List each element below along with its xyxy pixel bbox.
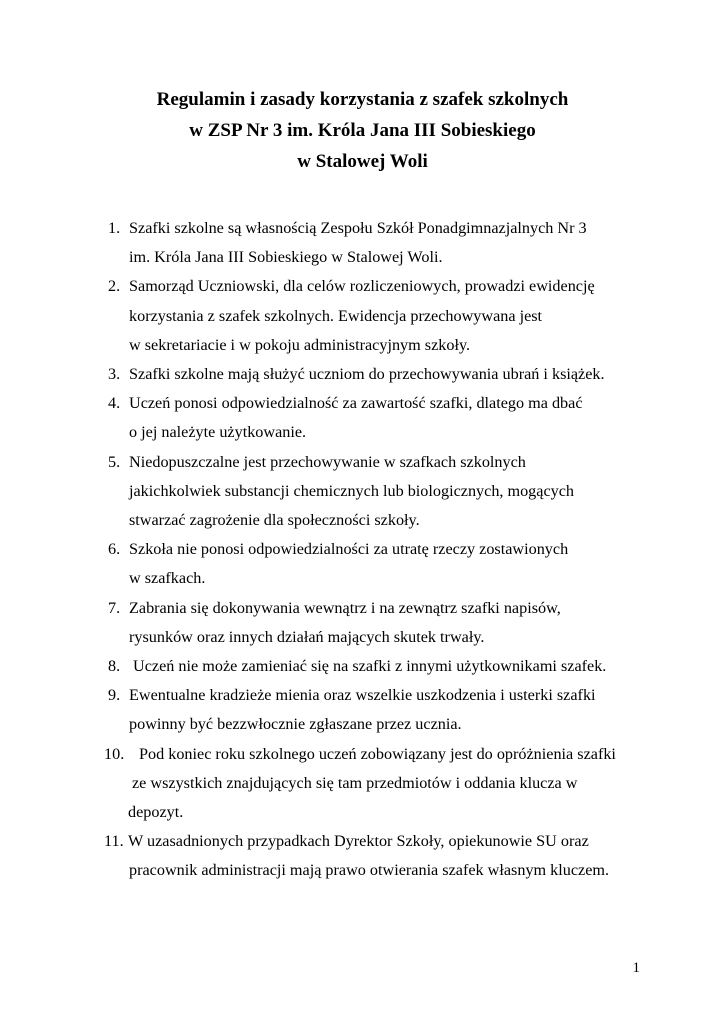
rule-line: rysunków oraz innych działań mających skutek trwały. xyxy=(129,627,485,646)
rule-line: Uczeń nie może zamieniać się na szafki z innymi użytkownikami szafek. xyxy=(129,657,607,676)
rule-line: stwarzać zagrożenie dla społeczności szkoły. xyxy=(129,511,420,530)
rule-item-6 xyxy=(0,535,725,593)
rule-number: 5. xyxy=(108,452,121,471)
rule-number: 7. xyxy=(108,598,121,617)
rules-list xyxy=(0,214,725,886)
rule-item-9 xyxy=(0,681,725,739)
rule-line: im. Króla Jana III Sobieskiego w Stalowej Woli. xyxy=(129,248,443,267)
rule-item-5 xyxy=(0,448,725,536)
rule-line: korzystania z szafek szkolnych. Ewidencja przechowywana jest xyxy=(129,306,543,325)
rule-line: Szafki szkolne mają służyć uczniom do przechowywania ubrań i książek. xyxy=(129,365,605,384)
rule-item-8 xyxy=(0,652,725,681)
title-line-3: w Stalowej Woli xyxy=(297,151,428,172)
document-title xyxy=(0,84,725,177)
rule-number: 9. xyxy=(108,686,121,705)
rule-number: 3. xyxy=(108,365,121,384)
rule-number: 8. xyxy=(108,657,121,676)
rule-number: 10. xyxy=(104,744,125,763)
rule-line: powinny być bezzwłocznie zgłaszane przez ucznia. xyxy=(129,715,462,734)
rule-number: 4. xyxy=(108,394,121,413)
rule-item-11 xyxy=(0,827,725,885)
page-number: 1 xyxy=(632,960,640,976)
rule-number: 1. xyxy=(108,219,121,237)
rule-number: 11. xyxy=(104,832,124,851)
rule-item-10 xyxy=(0,740,725,828)
rule-item-2 xyxy=(0,272,725,360)
rule-line: Szkoła nie ponosi odpowiedzialności za utratę rzeczy zostawionych xyxy=(129,540,569,559)
rule-item-7 xyxy=(0,594,725,652)
rule-line: Szafki szkolne są własnością Zespołu Szkół Ponadgimnazjalnych Nr 3 xyxy=(129,219,587,237)
rule-line: w sekretariacie i w pokoju administracyjnym szkoły. xyxy=(129,335,471,354)
rule-line: Samorząd Uczniowski, dla celów rozliczeniowych, prowadzi ewidencję xyxy=(129,277,595,296)
rule-line: ze wszystkich znajdujących się tam przedmiotów i oddania klucza w xyxy=(132,773,578,792)
title-line-1: Regulamin i zasady korzystania z szafek szkolnych xyxy=(156,89,569,110)
rule-item-1 xyxy=(0,214,725,272)
rule-line: pracownik administracji mają prawo otwierania szafek własnym kluczem. xyxy=(129,861,610,880)
rule-line: jakichkolwiek substancji chemicznych lub biologicznych, mogących xyxy=(129,481,575,500)
rule-line: Pod koniec roku szkolnego uczeń zobowiązany jest do opróżnienia szafki xyxy=(139,744,616,763)
title-line-2: w ZSP Nr 3 im. Króla Jana III Sobieskiego xyxy=(189,120,536,141)
rule-item-3 xyxy=(0,360,725,389)
rule-line: o jej należyte użytkowanie. xyxy=(129,423,307,442)
rule-number: 6. xyxy=(108,540,121,559)
rule-line: w szafkach. xyxy=(129,569,206,588)
rule-line: W uzasadnionych przypadkach Dyrektor Szkoły, opiekunowie SU oraz xyxy=(128,832,589,851)
rule-line: Niedopuszczalne jest przechowywanie w szafkach szkolnych xyxy=(129,452,526,471)
rule-line: Ewentualne kradzieże mienia oraz wszelkie uszkodzenia i usterki szafki xyxy=(129,686,596,705)
rule-item-4 xyxy=(0,389,725,447)
rule-line: Zabrania się dokonywania wewnątrz i na zewnątrz szafki napisów, xyxy=(129,598,561,617)
rule-line: Uczeń ponosi odpowiedzialność za zawartość szafki, dlatego ma dbać xyxy=(129,394,583,413)
rule-line: depozyt. xyxy=(128,803,184,822)
rule-number: 2. xyxy=(108,277,121,296)
